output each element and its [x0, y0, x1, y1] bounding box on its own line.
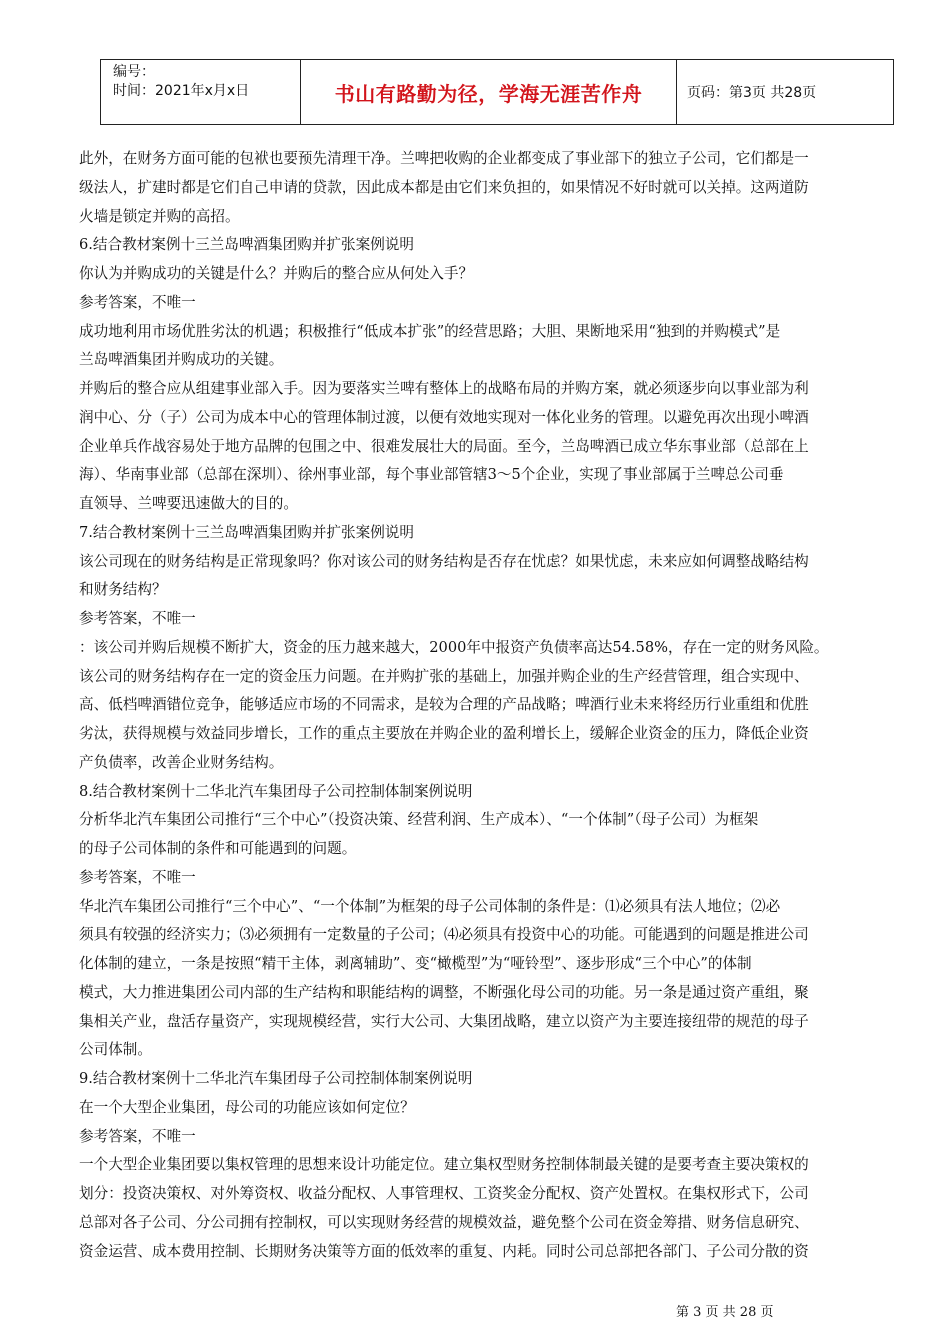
text-line: 参考答案，不唯一: [79, 868, 196, 886]
header-meta-cell: [101, 60, 301, 124]
text-line: 总部对各子公司、分公司拥有控制权，可以实现财务经营的规模效益，避免整个公司在资金筹措、财务信息研究、: [79, 1213, 809, 1231]
header-table: [100, 59, 894, 125]
document-number-label: 编号：: [113, 64, 155, 80]
text-line: 该公司的财务结构存在一定的资金压力问题。在并购扩张的基础上，加强并购企业的生产经营管理，组合实现中、: [79, 667, 809, 685]
text-line: 成功地利用市场优胜劣汰的机遇；积极推行“低成本扩张”的经营思路；大胆、果断地采用“独到的并购模式”是: [79, 322, 781, 340]
page-footer: 第 3 页 共 28 页: [676, 1305, 774, 1320]
text-line: 产负债率，改善企业财务结构。: [79, 753, 284, 771]
text-line: 并购后的整合应从组建事业部入手。因为要落实兰啤有整体上的战略布局的并购方案，就必须逐步向以事业部为利: [79, 380, 809, 397]
document-body: [79, 145, 921, 1266]
document-time-label: 时间：2021年x月x日: [113, 83, 250, 99]
header-motto-cell: [301, 60, 677, 124]
text-line: 分析华北汽车集团公司推行“三个中心”（投资决策、经营利润、生产成本）、“一个体制”（母子公司）为框架: [79, 811, 759, 829]
text-line: ：该公司并购后规模不断扩大，资金的压力越来越大，2000年中报资产负债率高达54.58%，存在一定的财务风险。: [79, 638, 829, 656]
text-line: 华北汽车集团公司推行“三个中心”、“一个体制”为框架的母子公司体制的条件是：⑴必须具有法人地位；⑵必: [79, 897, 781, 915]
text-line: 企业单兵作战容易处于地方品牌的包围之中、很难发展壮大的局面。至今，兰岛啤酒已成立华东事业部（总部在上: [79, 437, 809, 455]
text-line: 直领导、兰啤要迅速做大的目的。: [79, 495, 298, 512]
text-line: 一个大型企业集团要以集权管理的思想来设计功能定位。建立集权型财务控制体制最关键的是要考查主要决策权的: [79, 1156, 809, 1174]
text-line: 火墙是锁定并购的高招。: [79, 207, 240, 225]
text-line: 模式，大力推进集团公司内部的生产结构和职能结构的调整，不断强化母公司的功能。另一条是通过资产重组，聚: [79, 983, 809, 1001]
text-line: 参考答案，不唯一: [79, 610, 196, 627]
text-line: 化体制的建立，一条是按照“精干主体，剥离辅助”、变“橄榄型”为“哑铃型”、逐步形成“三个中心”的体制: [79, 955, 752, 972]
text-line: 参考答案，不唯一: [79, 1127, 196, 1145]
text-line: 划分：投资决策权、对外筹资权、收益分配权、人事管理权、工资奖金分配权、资产处置权。在集权形式下，公司: [79, 1185, 809, 1202]
text-line: 公司体制。: [79, 1041, 152, 1059]
text-line: 在一个大型企业集团，母公司的功能应该如何定位？: [79, 1098, 415, 1116]
text-line: 集相关产业，盘活存量资产，实现规模经营，实行大公司、大集团战略，建立以资产为主要连接纽带的规范的母子: [79, 1012, 809, 1030]
text-line: 的母子公司体制的条件和可能遇到的问题。: [79, 840, 357, 857]
motto-text: 书山有路勤为径，学海无涯苦作舟: [334, 81, 643, 106]
text-line: 7.结合教材案例十三兰岛啤酒集团购并扩张案例说明: [79, 523, 414, 541]
text-line: 你认为并购成功的关键是什么？并购后的整合应从何处入手？: [79, 265, 474, 282]
text-line: 6.结合教材案例十三兰岛啤酒集团购并扩张案例说明: [79, 236, 414, 254]
text-line: 和财务结构？: [79, 581, 167, 599]
text-line: 此外，在财务方面可能的包袱也要预先清理干净。兰啤把收购的企业都变成了事业部下的独立子公司，它们都是一: [79, 150, 809, 167]
header-page-info: 页码：第3页 共28页: [687, 85, 817, 101]
text-line: 该公司现在的财务结构是正常现象吗？你对该公司的财务结构是否存在忧虑？如果忧虑，未来应如何调整战略结构: [79, 552, 809, 570]
text-line: 润中心、分（子）公司为成本中心的管理体制过渡，以便有效地实现对一体化业务的管理。以避免再次出现小啤酒: [79, 408, 809, 426]
text-line: 海）、华南事业部（总部在深圳）、徐州事业部，每个事业部管辖3～5个企业，实现了事业部属于兰啤总公司垂: [79, 466, 784, 484]
text-line: 9.结合教材案例十二华北汽车集团母子公司控制体制案例说明: [79, 1070, 473, 1087]
text-line: 级法人，扩建时都是它们自己申请的贷款，因此成本都是由它们来负担的，如果情况不好时就可以关掉。这两道防: [79, 178, 809, 196]
text-line: 资金运营、成本费用控制、长期财务决策等方面的低效率的重复、内耗。同时公司总部把各部门、子公司分散的资: [79, 1242, 809, 1260]
text-line: 须具有较强的经济实力；⑶必须拥有一定数量的子公司；⑷必须具有投资中心的功能。可能遇到的问题是推进公司: [79, 926, 809, 944]
text-line: 8.结合教材案例十二华北汽车集团母子公司控制体制案例说明: [79, 782, 473, 800]
text-line: 兰岛啤酒集团并购成功的关键。: [79, 351, 284, 369]
text-line: 参考答案，不唯一: [79, 293, 196, 311]
text-line: 高、低档啤酒错位竞争，能够适应市场的不同需求，是较为合理的产品战略；啤酒行业未来将经历行业重组和优胜: [79, 696, 809, 714]
text-line: 劣汰，获得规模与效益同步增长，工作的重点主要放在并购企业的盈利增长上，缓解企业资金的压力，降低企业资: [79, 725, 809, 742]
header-page-cell: [677, 60, 893, 124]
